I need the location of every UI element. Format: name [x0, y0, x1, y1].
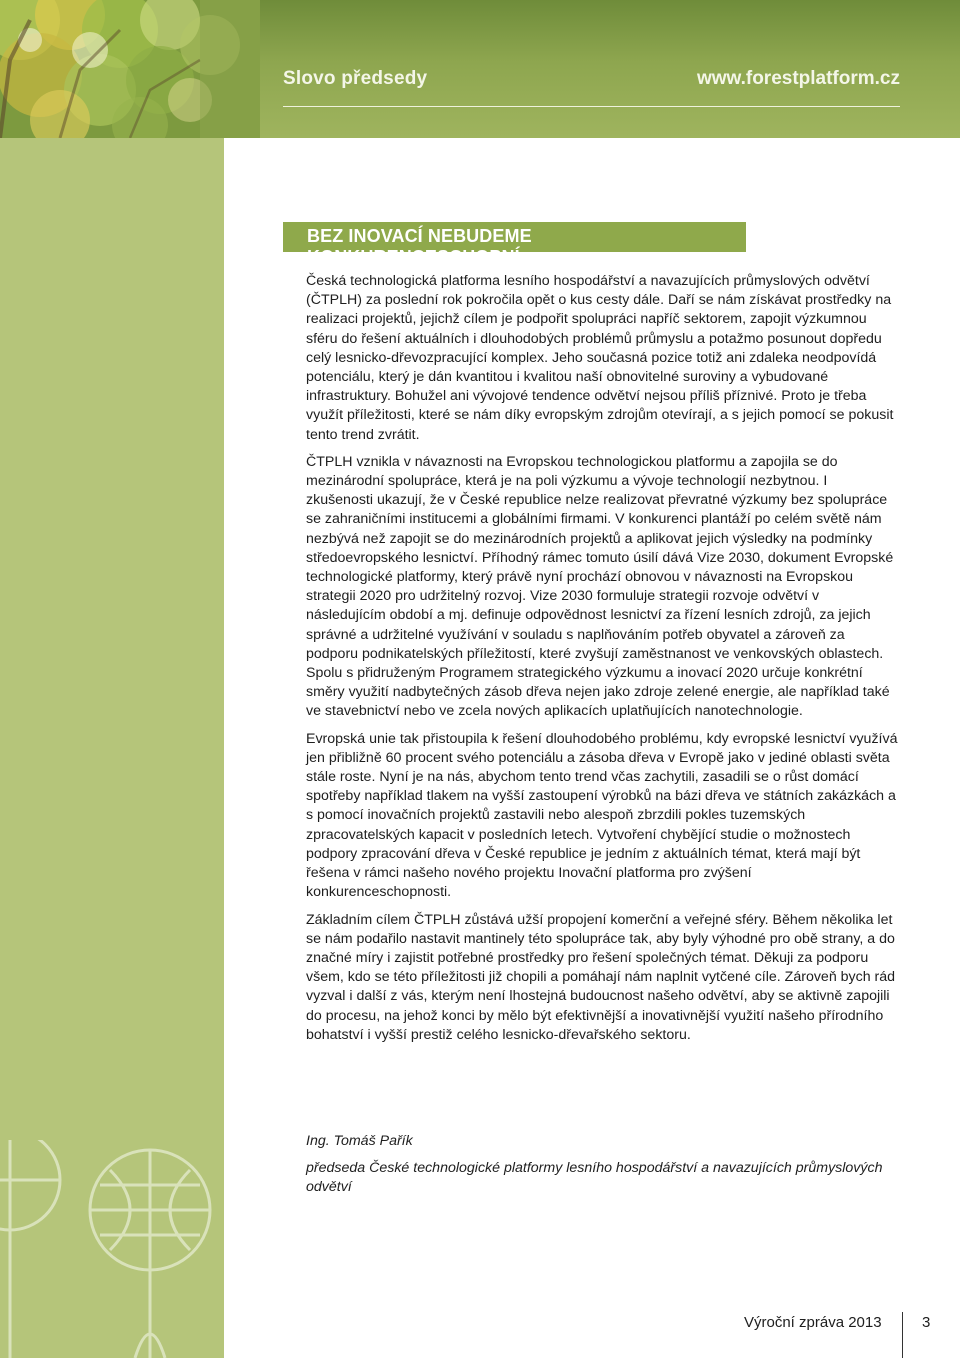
- header-divider: [283, 106, 900, 107]
- website-link[interactable]: www.forestplatform.cz: [696, 68, 900, 89]
- article-body: [306, 272, 898, 1053]
- tree-foliage-photo: [0, 0, 260, 138]
- article-paragraph-2: ČTPLH vznikla v návaznosti na Evropskou technologickou platformu a zapojila se do mezinárodní spolupráce, která je na poli výzkumu a vývoje technologií nezbytnou. I zkušenosti ukazují, že v České republice nelze realizovat převratné výzkumy bez spolupráce se zahraničními institucemi a globálními firmami. V konkurenci plantáží po celém světě nám nezbývá než zapojit se do mezinárodních projektů a aplikovat jejich výsledky na podmínky středoevropského lesnictví. Příhodný rámec tomuto úsilí dává Vize 2030, dokument Evropské technologické platformy, který právě nyní prochází obnovou v návaznosti na Evropskou strategii 2020 pro udržitelný rozvoj. Vize 2030 formuluje strategii rozvoje odvětví v následujícím období a mj. definuje odpovědnost lesnictví za řízení lesních zdrojů, za jejich správné a udržitelné využívání v souladu s naplňováním potřeb obyvatel a zároveň za podporu podnikatelských příležitostí, které zvyšují zaměstnanost ve venkovských oblastech. Spolu s přidruženým Programem strategického výzkumu a inovací 2020 určuje konkrétní směry využití nadbytečných zásob dřeva nejen jako zdroje zelené energie, ale například také ve stavebnictví nebo ve zcela nových aplikacích uplatňujících nanotechnologie.: [306, 453, 894, 720]
- section-title: Slovo předsedy: [283, 68, 428, 89]
- article-paragraph-3: Evropská unie tak přistoupila k řešení dlouhodobého problému, kdy evropské lesnictví využívá jen přibližně 60 procent svého potenciálu a zásoba dřeva v Evropě jako v jediné oblasti světa stále roste. Nyní je na nás, abychom tento trend včas zachytili, zasadili se o růst domácí spotřeby například tlakem na vyšší zastoupení výrobků na bázi dřeva ve státních zakázkách a s pomocí inovačních projektů zastavili nebo alespoň zbrzdili pokles tuzemských zpracovatelských kapacit v posledních letech. Vytvoření chybějící studie o možnostech podpory zpracování dřeva v České republice je jedním z aktuálních témat, která mají být řešena v rámci našeho nového projektu Inovační platforma pro zvýšení konkurenceschopnosti.: [306, 730, 898, 901]
- tree-logo-decoration: [0, 1140, 224, 1358]
- page-header: [0, 0, 960, 138]
- footer-divider: [902, 1312, 903, 1358]
- article-heading-band: [283, 222, 746, 267]
- article-heading: BEZ INOVACÍ NEBUDEME KONKURENCESCHOPNÍ: [307, 226, 532, 267]
- signatory-name: Ing. Tomáš Pařík: [306, 1133, 413, 1149]
- signatory-role: předseda České technologické platformy lesního hospodářství a navazujících průmyslových odvětví: [306, 1160, 883, 1196]
- signature-block: [306, 1132, 906, 1198]
- report-label: Výroční zpráva 2013: [744, 1314, 882, 1331]
- article-paragraph-1: Česká technologická platforma lesního hospodářství a navazujících průmyslových odvětví (ČTPLH) za poslední rok pokročila opět o kus cesty dále. Daří se nám získávat prostředky na realizaci projektů, jejichž cílem je podpořit spolupráci napříč sektorem, zapojit výzkumnou sféru do řešení aktuálních i dlouhodobých problémů průmyslu a potažmo posunout dopředu celý lesnicko-dřevozpracující komplex. Jeho současná pozice totiž ani zdaleka neodpovídá potenciálu, který je dán kvantitou i kvalitou naší obnovitelné suroviny a vybudované infrastruktury. Bohužel ani vývojové tendence odvětví nejsou příliš příznivé. Proto je třeba využít příležitosti, které se nám díky evropským zdrojům otevírají, a s jejich pomocí se pokusit tento trend zvrátit.: [306, 273, 894, 443]
- article-paragraph-4: Základním cílem ČTPLH zůstává užší propojení komerční a veřejné sféry. Během několika let se nám podařilo nastavit mantinely této spolupráce tak, aby byly výhodné pro obě strany, a do značné míry i zajistit potřebné prostředky pro řešení společných témat. Děkuji za podporu všem, kdo se této příležitosti již chopili a pomáhají nám naplnit vytčené cíle. Zároveň bych rád vyzval i další z vás, kterým není lhostejná budoucnost našeho odvětví, aby se aktivně zapojili do procesu, na jehož konci by mělo být efektivnější a inovativnější využití našeho přírodního bohatství i vyšší prestiž celého lesnicko-dřevařského sektoru.: [306, 911, 896, 1043]
- page-number: 3: [922, 1314, 931, 1331]
